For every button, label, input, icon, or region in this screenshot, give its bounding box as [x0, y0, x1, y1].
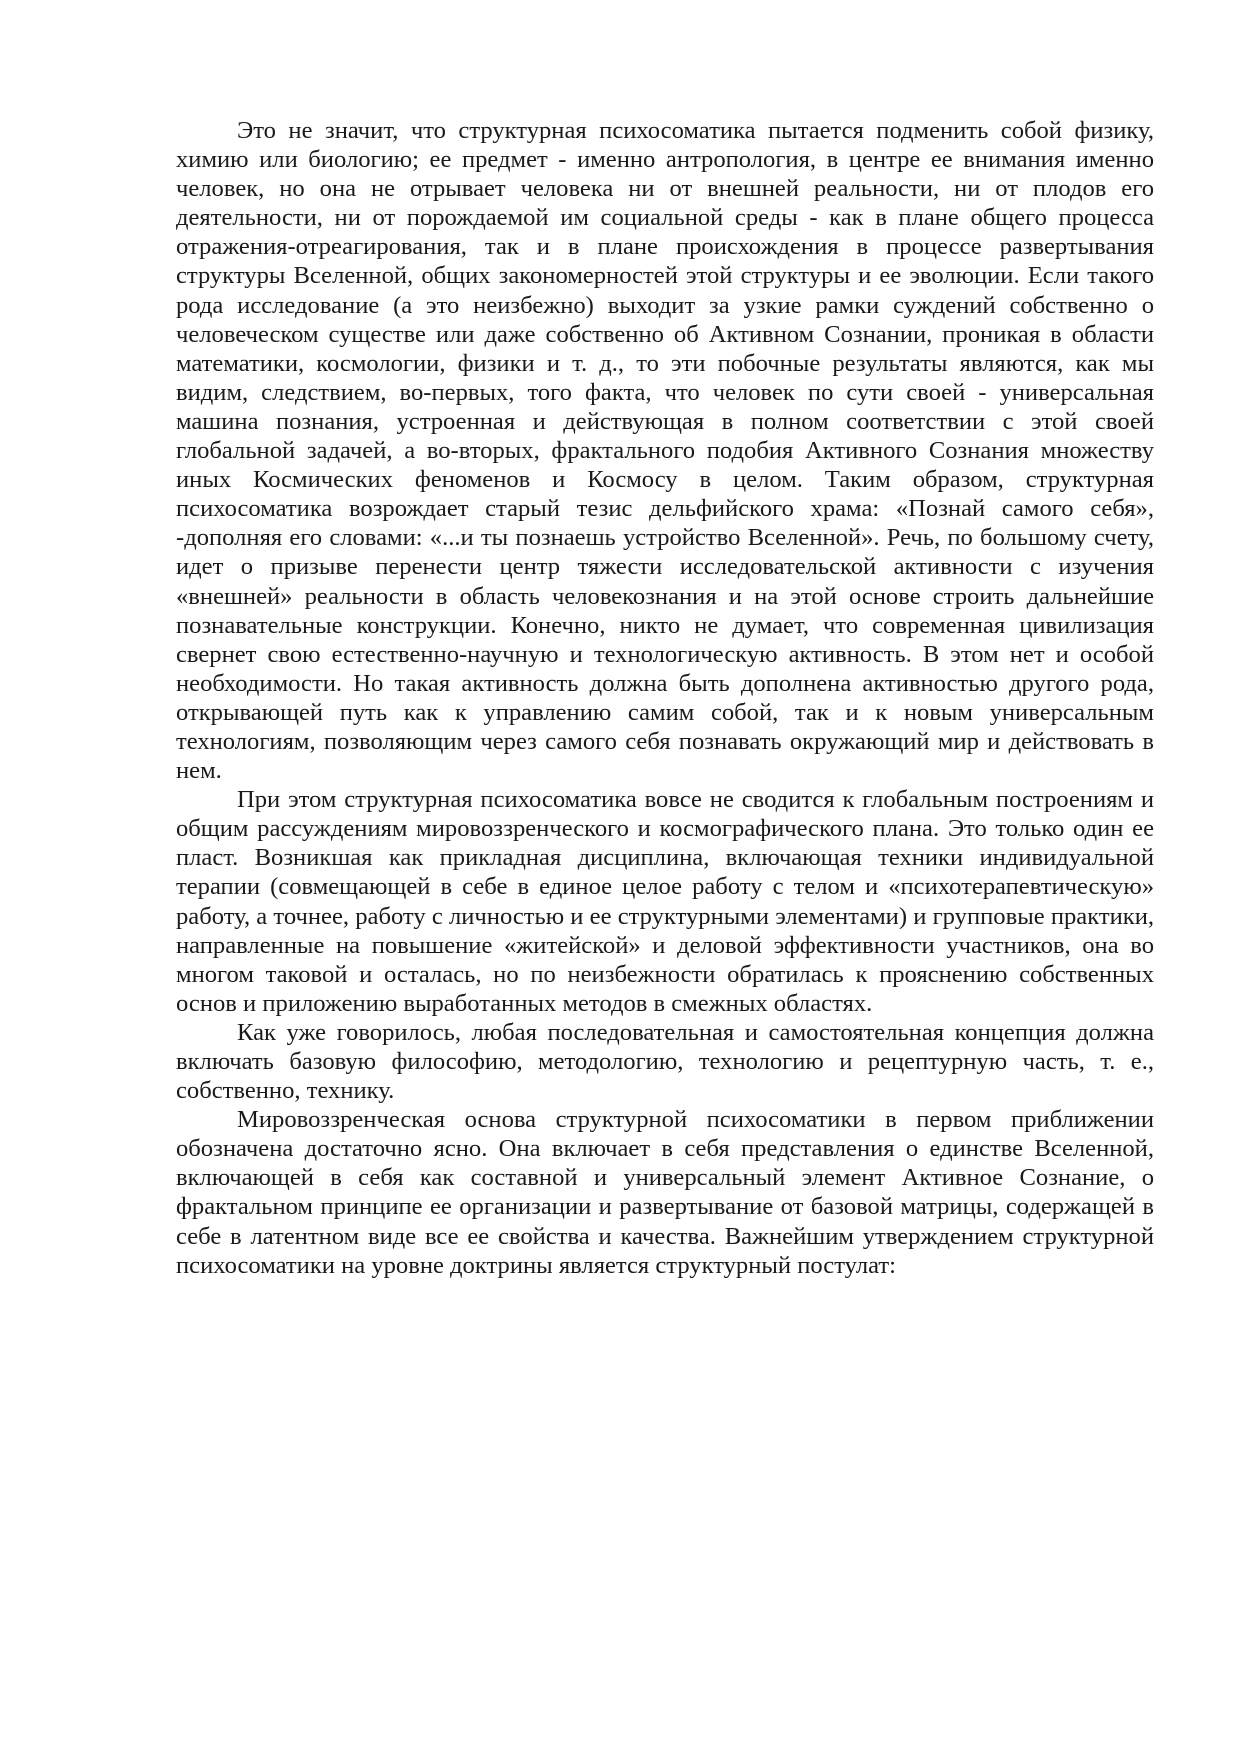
paragraph-4: Мировоззренческая основа структурной психосоматики в первом приближении обозначена достаточно ясно. Она включает в себя представления о единстве Вселенной, включающей в себя как составной и универсальный элемент Активное Сознание, о фрактальном принципе ее организации и развертывание от базовой матрицы, содержащей в себе в латентном виде все ее свойства и качества. Важнейшим утверждением структурной психосоматики на уровне доктрины является структурный постулат:: [176, 1106, 1154, 1279]
paragraph-1: Это не значит, что структурная психосоматика пытается подменить собой физику, химию или биологию; ее предмет - именно антропология, в центре ее внимания именно человек, но она не отрывает человека ни от внешней реальности, ни от плодов его деятельности, ни от порождаемой им социальной среды - как в плане общего процесса отражения-отреагирования, так и в плане происхождения в процессе развертывания структуры Вселенной, общих закономерностей этой структуры и ее эволюции. Если такого рода исследование (а это неизбежно) выходит за узкие рамки суждений собственно о человеческом существе или даже собственно об Активном Сознании, проникая в области математики, космологии, физики и т. д., то эти побочные результаты являются, как мы видим, следствием, во-первых, того факта, что человек по сути своей - универсальная машина познания, устроенная и действующая в полном соответствии с этой своей глобальной задачей, а во-вторых, фрактального подобия Активного Сознания множеству иных Космических феноменов и Космосу в целом. Таким образом, структурная психосоматика возрождает старый тезис дельфийского храма: «Познай самого себя», -дополняя его словами: «...и ты познаешь устройство Вселенной». Речь, по большому счету, идет о призыве перенести центр тяжести исследовательской активности с изучения «внешней» реальности в область человекознания и на этой основе строить дальнейшие познавательные конструкции. Конечно, никто не думает, что современная цивилизация свернет свою естественно-научную и технологическую активность. В этом нет и особой необходимости. Но такая активность должна быть дополнена активностью другого рода, открывающей путь как к управлению самим собой, так и к новым универсальным технологиям, позволяющим через самого себя познавать окружающий мир и действовать в нем.: [176, 117, 1154, 785]
document-body: [176, 116, 1154, 1280]
paragraph-2: При этом структурная психосоматика вовсе не сводится к глобальным построениям и общим рассуждениям мировоззренческого и космографического плана. Это только один ее пласт. Возникшая как прикладная дисциплина, включающая техники индивидуальной терапии (совмещающей в себе в единое целое работу с телом и «психотерапевтическую» работу, а точнее, работу с личностью и ее структурными элементами) и групповые практики, направленные на повышение «житейской» и деловой эффективности участников, она во многом таковой и осталась, но по неизбежности обратилась к прояснению собственных основ и приложению выработанных методов в смежных областях.: [176, 786, 1154, 1017]
paragraph-3: Как уже говорилось, любая последовательная и самостоятельная концепция должна включать базовую философию, методологию, технологию и рецептурную часть, т. е., собственно, технику.: [176, 1018, 1154, 1105]
